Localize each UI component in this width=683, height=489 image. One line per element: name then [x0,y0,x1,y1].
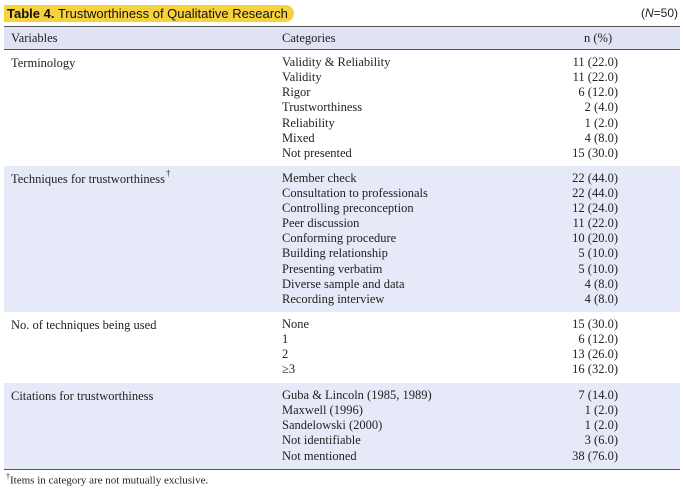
n-percent-cell: 15 (30.0) [572,145,618,160]
category-cell: Rigor [282,85,311,100]
group-variable: Terminology [11,56,76,70]
category-cell: Not identifiable [282,433,361,448]
footnote-dagger: † [6,472,10,481]
category-cell: Validity [282,70,322,85]
n-percent-cell: 22 (44.0) [572,186,618,201]
group-variable: Techniques for trustworthiness [11,172,165,187]
category-cell: Conforming procedure [282,231,397,246]
category-cell: Mixed [282,130,315,145]
table-number: Table 4. [7,6,55,21]
n-percent-cell: 16 (32.0) [572,362,618,377]
n-percent-cell: 13 (26.0) [572,347,618,362]
category-cell: ≥3 [282,362,296,377]
table-group [4,312,680,383]
sample-size-value: =50) [653,6,678,20]
table-title-row [4,4,680,24]
category-cell: Guba & Lincoln (1985, 1989) [282,387,432,402]
header-n-percent: n (%) [584,31,613,45]
table-title [4,5,294,22]
category-cell: Building relationship [282,246,388,261]
table-header [4,27,680,50]
table-group [4,50,680,166]
category-cell: Member check [282,171,357,186]
n-percent-cell: 4 (8.0) [584,276,618,291]
category-cell: 1 [282,331,289,346]
n-percent-cell: 6 (12.0) [578,85,618,100]
sample-size-prefix: ( [640,6,645,20]
category-cell: Validity & Reliability [282,55,391,69]
n-percent-cell: 7 (14.0) [578,387,618,402]
header-categories: Categories [282,31,336,45]
n-percent-cell: 1 (2.0) [584,115,618,130]
n-percent-cell: 6 (12.0) [578,331,618,346]
category-cell: Not presented [282,145,352,160]
category-cell: None [282,316,310,331]
n-percent-cell: 4 (8.0) [584,291,618,306]
footnote [6,472,208,487]
category-cell: Recording interview [282,291,385,306]
group-variable: No. of techniques being used [11,317,157,332]
category-cell: Peer discussion [282,216,360,231]
category-cell: Controlling preconception [282,201,414,216]
category-cell: Consultation to professionals [282,186,428,201]
table-title-text: Trustworthiness of Qualitative Research [54,6,288,21]
table-group [4,166,680,312]
header-variables: Variables [11,31,58,45]
sample-size-note [641,6,678,20]
n-percent-cell: 2 (4.0) [584,100,618,115]
n-percent-cell: 1 (2.0) [584,418,618,433]
n-percent-cell: 11 (22.0) [572,70,618,85]
category-cell: Diverse sample and data [282,276,405,291]
category-cell: Sandelowski (2000) [282,418,383,433]
n-percent-cell: 11 (22.0) [572,55,618,69]
n-percent-cell: 22 (44.0) [572,171,618,186]
n-percent-cell: 38 (76.0) [572,448,618,463]
footnote-text: Items in category are not mutually exclusive. [10,474,209,487]
n-percent-cell: 10 (20.0) [572,231,618,246]
category-cell: Presenting verbatim [282,261,383,276]
sample-size-variable: N [644,6,654,20]
n-percent-cell: 12 (24.0) [572,201,618,216]
category-cell: Trustworthiness [282,100,363,115]
group-variable-dagger: † [166,168,171,179]
n-percent-cell: 3 (6.0) [584,433,618,448]
category-cell: Not mentioned [282,448,357,463]
category-cell: Maxwell (1996) [282,402,363,417]
group-variable: Citations for trustworthiness [11,388,154,403]
n-percent-cell: 15 (30.0) [572,316,618,331]
n-percent-cell: 5 (10.0) [578,261,618,276]
category-cell: Reliability [282,115,335,130]
n-percent-cell: 5 (10.0) [578,246,618,261]
table-group [4,383,680,469]
n-percent-cell: 1 (2.0) [584,402,618,417]
table-bottom-rule [4,469,680,470]
n-percent-cell: 11 (22.0) [572,216,618,231]
n-percent-cell: 4 (8.0) [584,130,618,145]
category-cell: 2 [282,347,289,362]
